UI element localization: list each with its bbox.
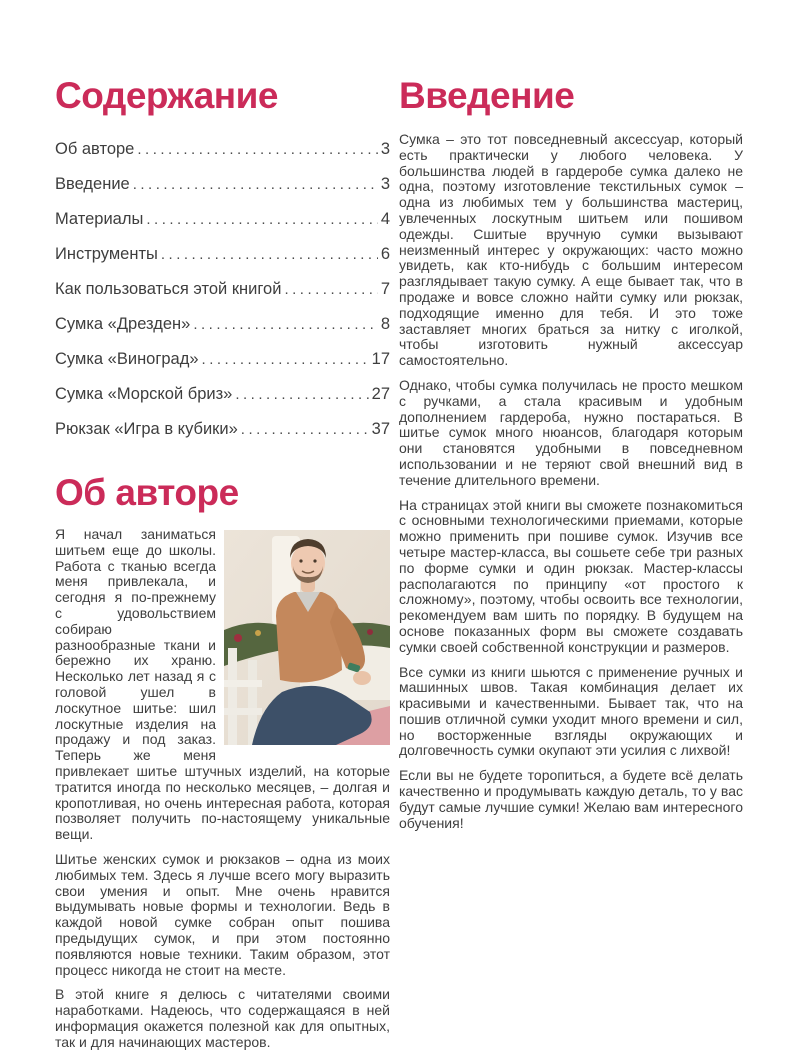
toc-item [55, 167, 390, 202]
toc-item-page: 6 [380, 245, 390, 263]
toc-item-page: 4 [380, 210, 390, 228]
toc-item-page: 37 [371, 420, 390, 438]
toc-item [55, 412, 390, 447]
author-photo [224, 530, 390, 745]
toc-leader-dots [137, 132, 377, 167]
about-heading: Об авторе [55, 472, 239, 513]
toc-item-label: Сумка «Дрезден» [55, 315, 191, 333]
author-photo-illustration [224, 530, 390, 745]
toc-item [55, 307, 390, 342]
toc-leader-dots [284, 272, 377, 307]
toc-item-page: 8 [380, 315, 390, 333]
about-section [55, 527, 390, 1051]
intro-paragraphs [399, 132, 743, 831]
toc-item-page: 3 [380, 175, 390, 193]
toc-item-label: Введение [55, 175, 130, 193]
toc-item [55, 342, 390, 377]
toc-item-label: Материалы [55, 210, 144, 228]
toc-item-page: 27 [371, 385, 390, 403]
toc-item [55, 377, 390, 412]
toc-item-label: Как пользоваться этой книгой [55, 280, 282, 298]
toc-leader-dots [241, 412, 369, 447]
about-paragraph: Шитье женских сумок и рюкзаков – одна из моих любимых тем. Здесь я лучше всего могу выразить свои умения и опыт. Мне очень нравится выдумывать новые формы и технологии. Ведь в каждой новой сумке собран опыт пошива предыдущих сумок, и при этом постоянно появляются новые техники. Таким образом, этот процесс никогда не стоит на месте. [55, 850, 390, 978]
toc-item [55, 237, 390, 272]
toc-item [55, 272, 390, 307]
toc-item-label: Об авторе [55, 140, 135, 158]
about-paragraph: В этой книге я делюсь с читателями своими наработками. Надеюсь, что содержащаяся в ней информация окажется полезной как для опытных, так и для начинающих мастеров. [55, 986, 390, 1050]
toc-item-label: Инструменты [55, 245, 158, 263]
intro-paragraph: На страницах этой книги вы сможете познакомиться с основными технологическими приемами, которые можно применить при пошиве сумок. Изучив все четыре мастер-класса, вы сошьете себе три разных по форме сумки и один рюкзак. Мастер-классы располагаются по принципу «от простого к сложному», поэтому, чтобы освоить все технологии, рекомендуем вам шить по порядку. В будущем на основе показанных форм вы сможете создавать сумки своей собственной конструкции и размеров. [399, 496, 743, 655]
toc-leader-dots [161, 237, 378, 272]
toc-item [55, 132, 390, 167]
toc-item-label: Сумка «Виноград» [55, 350, 199, 368]
intro-paragraph: Сумка – это тот повседневный аксессуар, который есть практически у любого человека. У большинства людей в гардеробе сумка далеко не одна, поэтому изготовление текстильных сумок – одна из любимых тем у большинства мастериц, увлеченных лоскутным шитьем или пошивом одежды. Сшитые вручную сумки вызывают неизменный интерес у окружающих: часто можно увидеть, как кто-нибудь с большим интересом разглядывает такую сумку. А еще бывает так, что в продаже и вовсе сложно найти сумку или рюкзак, подходящие именно для тебя. И это тоже заставляет многих браться за нитку с иголкой, чтобы изготовить нужный аксессуар самостоятельно. [399, 131, 743, 369]
toc-item-page: 17 [371, 350, 390, 368]
toc-item-label: Рюкзак «Игра в кубики» [55, 420, 238, 438]
toc-leader-dots [235, 377, 368, 412]
toc-leader-dots [202, 342, 369, 377]
toc-heading: Содержание [55, 75, 278, 116]
toc-list [55, 132, 390, 447]
about-paragraph: Я начал заниматься шитьем еще до школы. Работа с тканью всегда меня привлекала, и сегодня я по-прежнему с удовольствием собираю разнообразные ткани и бережно их храню. Несколько лет назад я с головой ушел в лоскутное шитье: шил лоскутные изделия на продажу и под заказ. Теперь же меня привлекает шитье штучных изделий, на которые тратится иногда по несколько месяцев, – долгая и кропотливая, но очень интересная работа, которая позволяет получить по-настоящему уникальные вещи. [55, 526, 390, 843]
toc-item [55, 202, 390, 237]
toc-leader-dots [146, 202, 377, 237]
toc-item-page: 3 [380, 140, 390, 158]
intro-heading: Введение [399, 75, 575, 116]
right-column [399, 74, 743, 1060]
toc-item-label: Сумка «Морской бриз» [55, 385, 233, 403]
toc-leader-dots [193, 307, 378, 342]
left-column [55, 74, 390, 1060]
toc-leader-dots [133, 167, 378, 202]
toc-item-page: 7 [380, 280, 390, 298]
intro-paragraph: Однако, чтобы сумка получилась не просто мешком с ручками, а стала красивым и удобным дополнением гардероба, нужно постараться. В шитье сумок много нюансов, благодаря которым они становятся удобными в повседневном использовании и не теряют свой внешний вид в течение длительного времени. [399, 376, 743, 488]
intro-paragraph: Все сумки из книги шьются с применение ручных и машинных швов. Такая комбинация делает их красивыми и качественными. Бывает так, что на пошив отличной сумки уходит много времени и сил, но восторженные взгляды окружающих и долговечность сумки окупают эти усилия с лихвой! [399, 663, 743, 759]
intro-paragraph: Если вы не будете торопиться, а будете всё делать качественно и продумывать каждую деталь, то у вас будут самые лучшие сумки! Желаю вам интересного обучения! [399, 767, 743, 831]
